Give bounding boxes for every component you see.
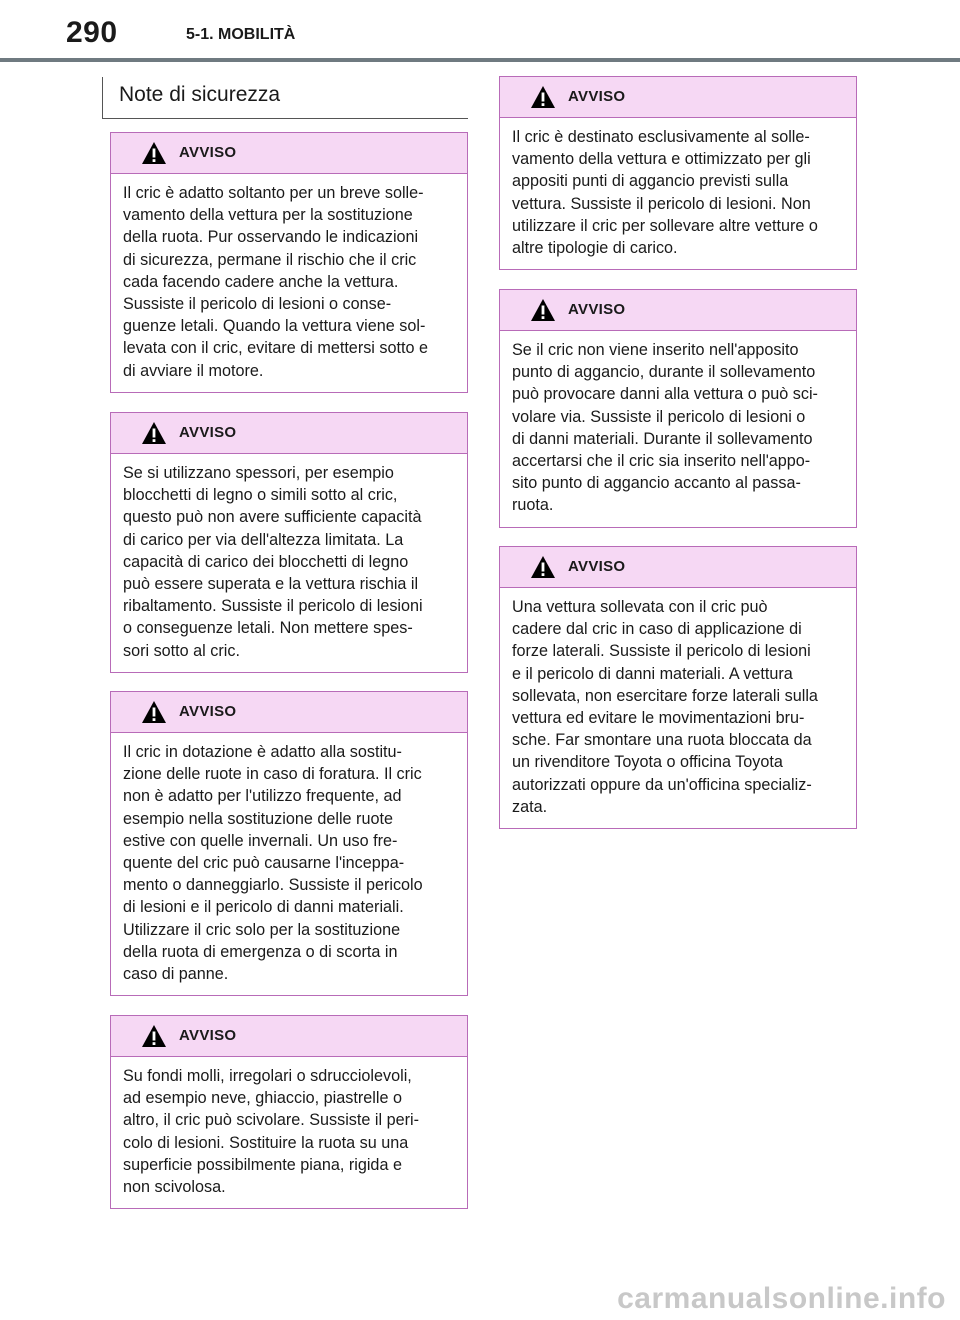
header-rule bbox=[0, 58, 960, 62]
warning-text: Il cric in dotazione è adatto alla sostitu- zione delle ruote in caso di foratura. Il cric non è adatto per l'utilizzo frequente, ad esempio nella sostituzione delle ruote estive con quelle invernali. Un uso fre- quente del cric può causarne l'inceppa- mento o danneggiarlo. Sussiste il pericolo di lesioni e il pericolo di danni materiali. Utilizzare il cric solo per la sostituzione della ruota di emergenza o di scorta in caso di panne. bbox=[123, 743, 423, 984]
warning-box bbox=[110, 412, 468, 673]
warning-text: Il cric è destinato esclusivamente al solle- vamento della vettura e ottimizzato per gli appositi punti di aggancio previsti sulla vettura. Sussiste il pericolo di lesioni. Non utilizzare il cric per sollevare altre vetture o altre tipologie di carico. bbox=[512, 128, 818, 258]
warning-box bbox=[499, 76, 857, 270]
warning-box-header bbox=[500, 290, 856, 331]
warning-text: Se si utilizzano spessori, per esempio blocchetti di legno o simili sotto al cric, questo può non avere sufficiente capacità di carico per via dell'altezza limitata. La capacità di carico dei blocchetti di legno può essere superata e la vettura rischia il ribaltamento. Sussiste il pericolo di lesioni o conseguenze letali. Non mettere spes- sori sotto al cric. bbox=[123, 464, 423, 660]
warning-label: AVVISO bbox=[568, 558, 626, 575]
safety-notes-heading-text: Note di sicurezza bbox=[119, 83, 281, 106]
safety-notes-heading bbox=[102, 77, 468, 119]
warning-box-header bbox=[500, 77, 856, 118]
warning-box bbox=[499, 289, 857, 528]
warning-label: AVVISO bbox=[568, 88, 626, 105]
warning-box bbox=[110, 691, 468, 996]
warning-triangle-icon bbox=[530, 85, 556, 109]
warning-label: AVVISO bbox=[568, 301, 626, 318]
warning-text: Una vettura sollevata con il cric può cadere dal cric in caso di applicazione di forze laterali. Sussiste il pericolo di lesioni e il pericolo di danni materiali. A vettura sollevata, non esercitare forze laterali sulla vettura ed evitare le movimentazioni bru- sche. Far smontare una ruota bloccata da un rivenditore Toyota o officina Toyota autorizzati oppure da un'officina specializ- zata. bbox=[512, 598, 818, 816]
warning-box bbox=[110, 132, 468, 393]
watermark: carmanualsonline.info bbox=[617, 1282, 946, 1315]
warning-label: AVVISO bbox=[179, 703, 237, 720]
warning-triangle-icon bbox=[530, 555, 556, 579]
page-number: 290 bbox=[66, 16, 118, 49]
warning-triangle-icon bbox=[141, 700, 167, 724]
warning-text: Il cric è adatto soltanto per un breve solle- vamento della vettura per la sostituzione della ruota. Pur osservando le indicazioni di sicurezza, permane il rischio che il cric cada facendo cadere anche la vettura. Sussiste il pericolo di lesioni o conse- guenze letali. Quando la vettura viene sol- levata con il cric, evitare di mettersi sotto e di avviare il motore. bbox=[123, 184, 428, 380]
warning-box bbox=[110, 1015, 468, 1209]
warning-box-header bbox=[500, 547, 856, 588]
warning-box-header bbox=[111, 413, 467, 454]
warning-box-header bbox=[111, 133, 467, 174]
page-header bbox=[0, 0, 960, 62]
warning-box bbox=[499, 546, 857, 829]
warning-label: AVVISO bbox=[179, 424, 237, 441]
warning-triangle-icon bbox=[530, 298, 556, 322]
section-title: 5-1. MOBILITÀ bbox=[186, 26, 296, 43]
warning-label: AVVISO bbox=[179, 144, 237, 161]
warning-text: Su fondi molli, irregolari o sdrucciolevoli, ad esempio neve, ghiaccio, piastrelle o altro, il cric può scivolare. Sussiste il peri- colo di lesioni. Sostituire la ruota su una superficie possibilmente piana, rigida e non scivolosa. bbox=[123, 1067, 419, 1197]
warning-box-header bbox=[111, 1016, 467, 1057]
warning-text: Se il cric non viene inserito nell'apposito punto di aggancio, durante il sollevamento può provocare danni alla vettura o può sci- volare via. Sussiste il pericolo di lesioni o di danni materiali. Durante il sollevamento accertarsi che il cric sia inserito nell'appo- sito punto di aggancio accanto al passa- ruota. bbox=[512, 341, 818, 515]
warning-box-header bbox=[111, 692, 467, 733]
warning-label: AVVISO bbox=[179, 1027, 237, 1044]
warning-triangle-icon bbox=[141, 421, 167, 445]
warning-triangle-icon bbox=[141, 1024, 167, 1048]
warning-triangle-icon bbox=[141, 141, 167, 165]
